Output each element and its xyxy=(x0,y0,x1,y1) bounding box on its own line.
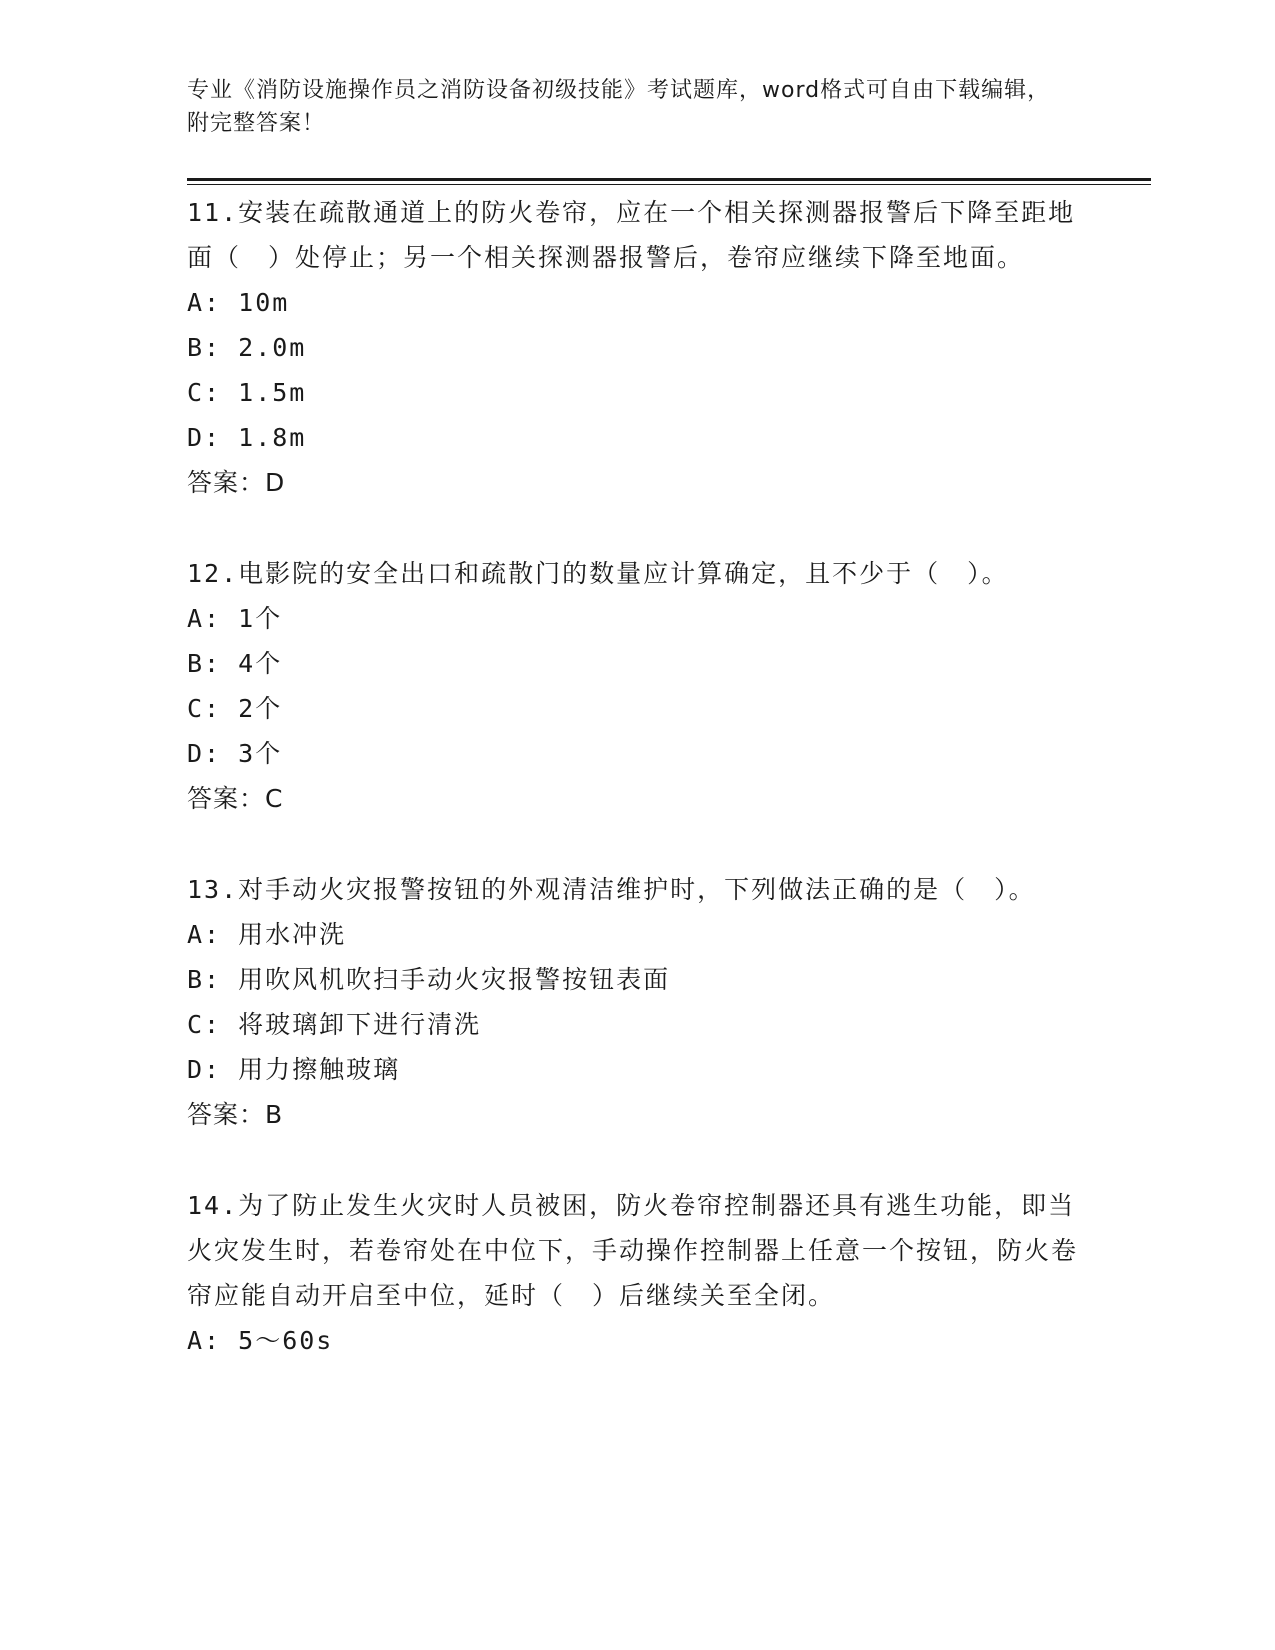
option-b: B: 4个 xyxy=(187,649,283,678)
header-rule-thin xyxy=(187,184,1151,185)
option-b: B: 用吹风机吹扫手动火灾报警按钮表面 xyxy=(187,965,671,994)
header-rule-thick xyxy=(187,178,1151,181)
answer: 答案：C xyxy=(187,784,284,813)
question-12 xyxy=(187,551,1087,821)
option-d: D: 用力擦触玻璃 xyxy=(187,1055,401,1084)
answer: 答案：B xyxy=(187,1100,284,1129)
option-b: B: 2.0m xyxy=(187,333,307,362)
question-stem: 13.对手动火灾报警按钮的外观清洁维护时，下列做法正确的是（ ）。 xyxy=(187,875,1036,904)
option-c: C: 将玻璃卸下进行清洗 xyxy=(187,1010,482,1039)
question-stem: 12.电影院的安全出口和疏散门的数量应计算确定，且不少于（ ）。 xyxy=(187,559,1009,588)
option-c: C: 2个 xyxy=(187,694,283,723)
option-a: A: 10m xyxy=(187,288,290,317)
question-stem: 11.安装在疏散通道上的防火卷帘，应在一个相关探测器报警后下降至距地面（ ）处停止；另一个相关探测器报警后，卷帘应继续下降至地面。 xyxy=(187,198,1076,272)
option-a: A: 用水冲洗 xyxy=(187,920,347,949)
question-14 xyxy=(187,1183,1087,1363)
question-gap xyxy=(187,1137,1087,1183)
question-13 xyxy=(187,867,1087,1137)
option-d: D: 1.8m xyxy=(187,423,307,452)
question-stem: 14.为了防止发生火灾时人员被困，防火卷帘控制器还具有逃生功能，即当火灾发生时，若卷帘处在中位下，手动操作控制器上任意一个按钮，防火卷帘应能自动开启至中位，延时（ ）后继续关至全闭。 xyxy=(187,1191,1079,1310)
question-gap xyxy=(187,821,1087,867)
question-11 xyxy=(187,190,1087,505)
question-list xyxy=(187,190,1087,1363)
option-a: A: 5～60s xyxy=(187,1326,334,1355)
option-a: A: 1个 xyxy=(187,604,283,633)
option-d: D: 3个 xyxy=(187,739,283,768)
option-c: C: 1.5m xyxy=(187,378,307,407)
answer: 答案：D xyxy=(187,468,286,497)
document-header: 专业《消防设施操作员之消防设备初级技能》考试题库，word格式可自由下载编辑，附完整答案！ xyxy=(187,78,1051,136)
question-gap xyxy=(187,505,1087,551)
